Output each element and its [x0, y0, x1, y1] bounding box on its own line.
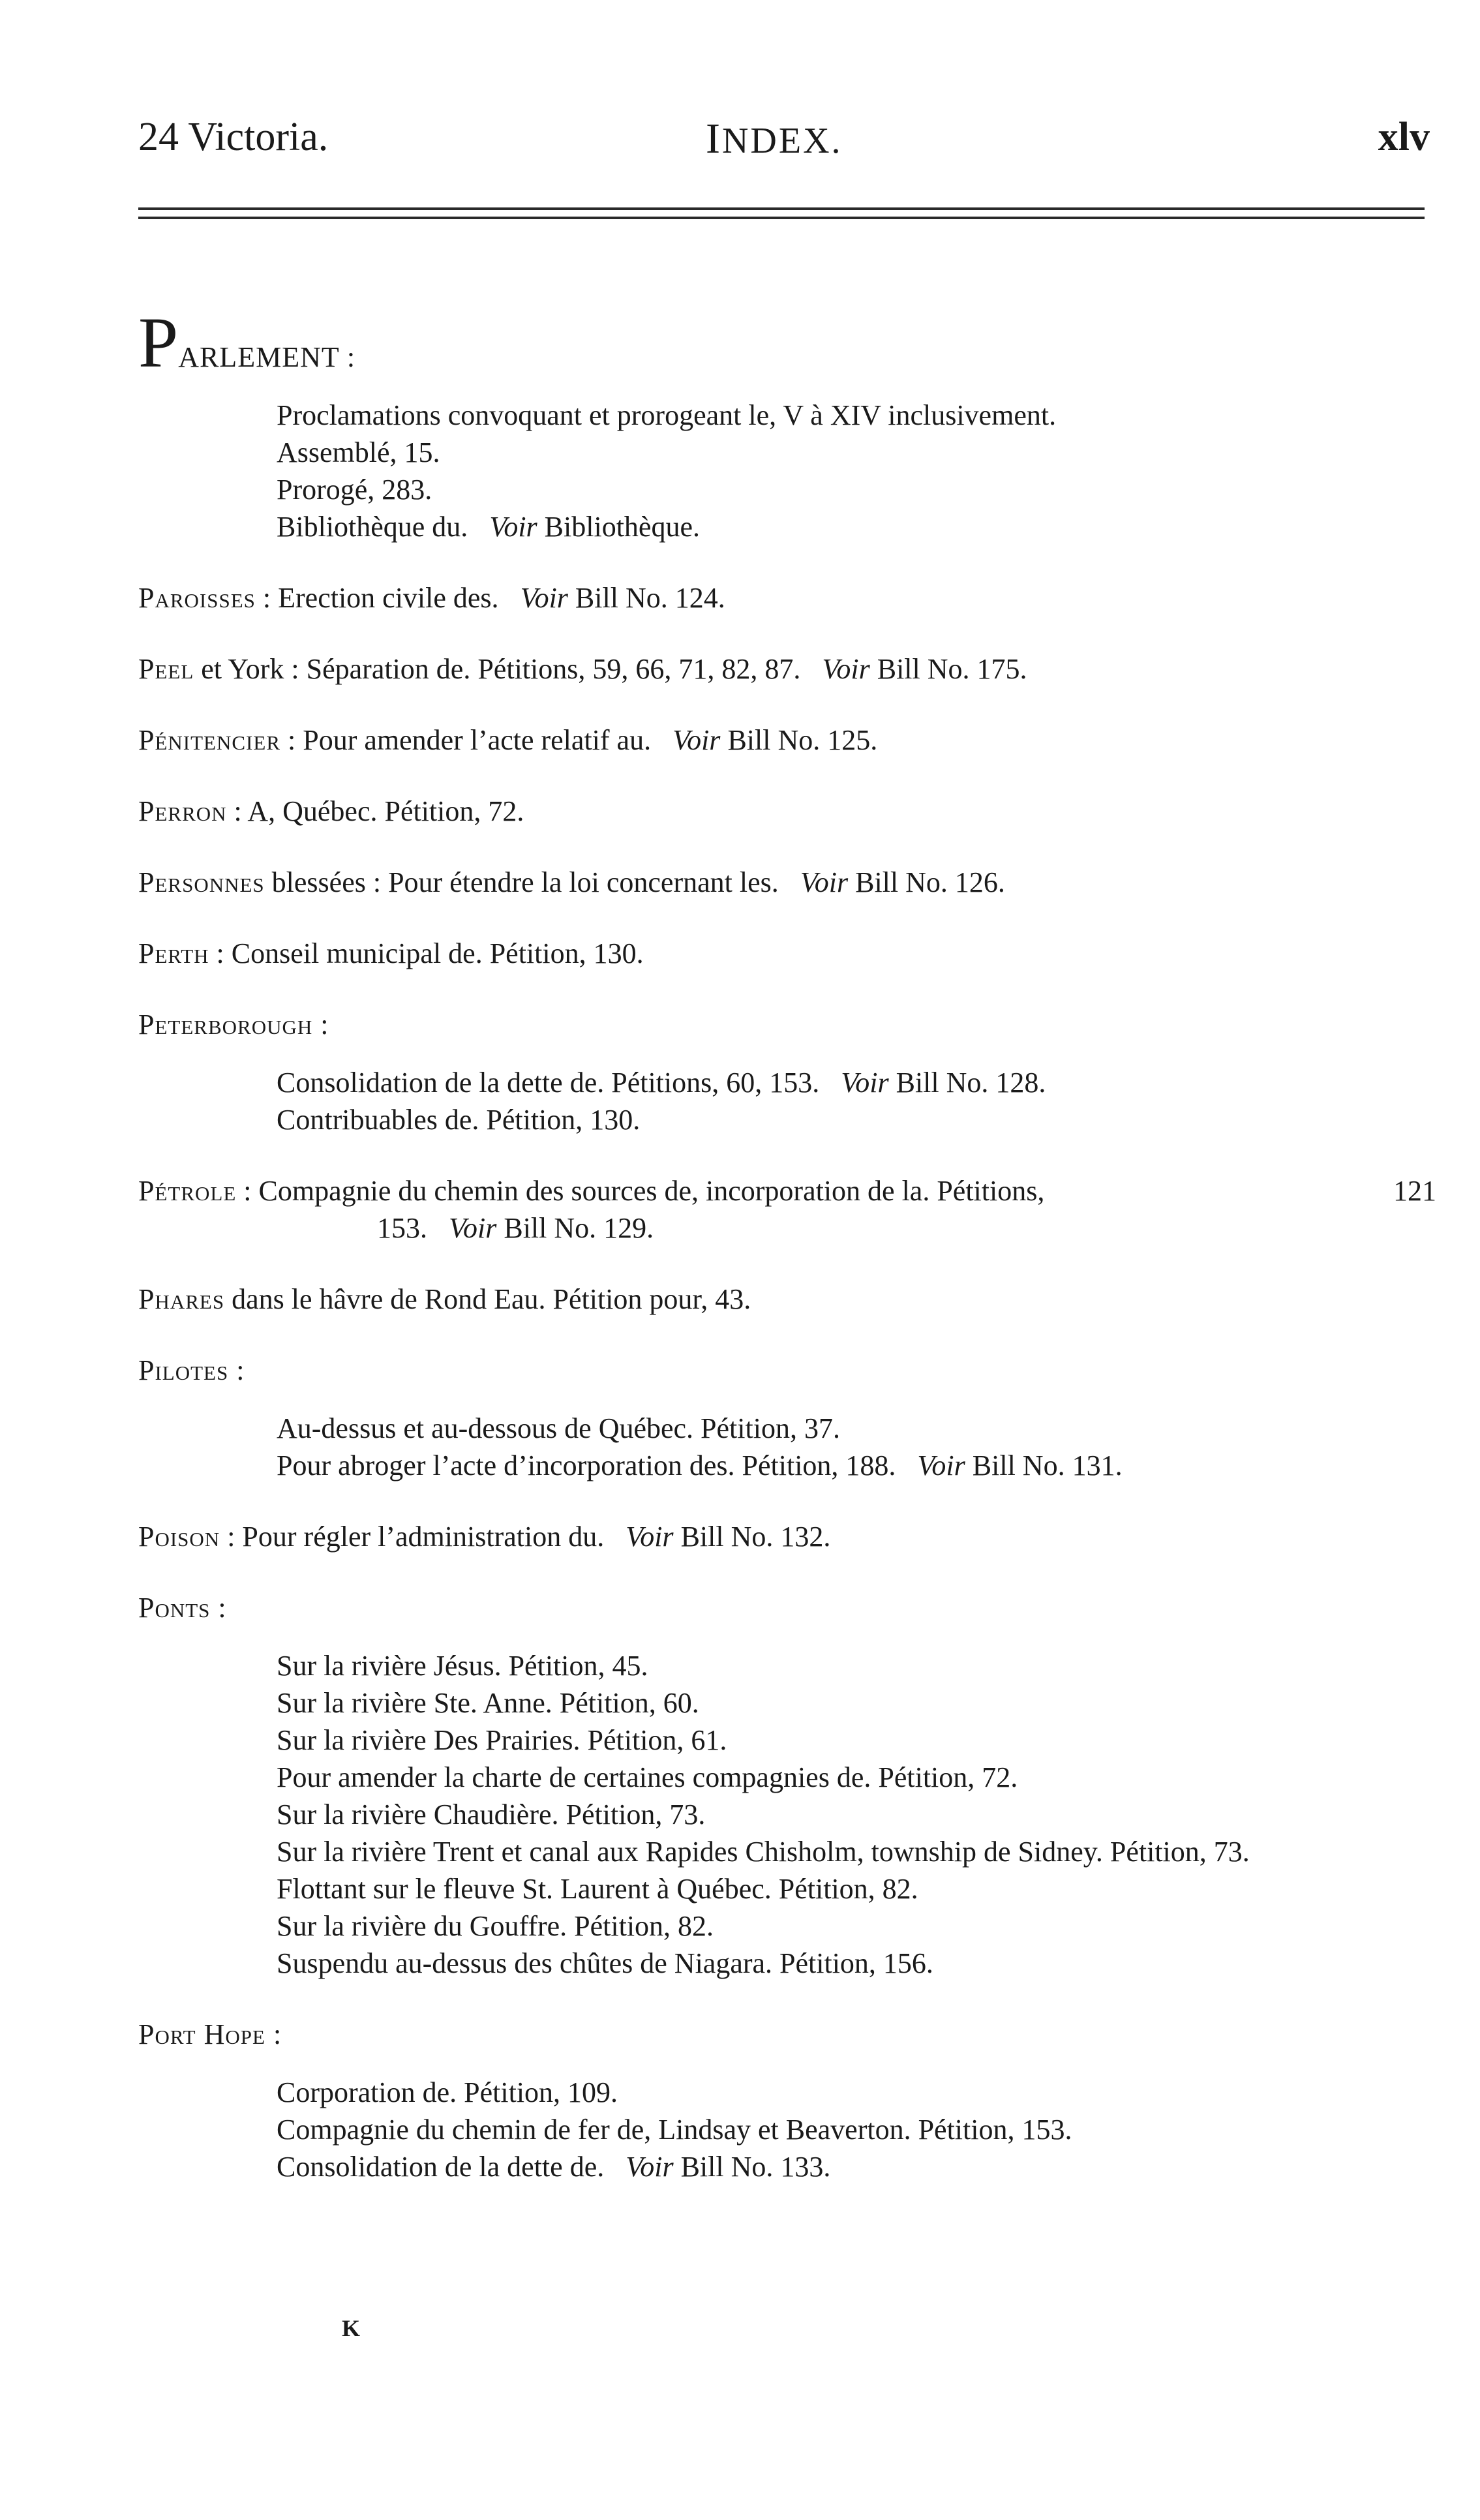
entry-line: Pétrole : Compagnie du chemin des sources de, incorporation de la. Pétitions, 121: [138, 1175, 1436, 1207]
subentry-line: Consolidation de la dette de. Voir Bill No. 133.: [277, 2151, 831, 2183]
page-header: [138, 114, 1430, 173]
index-content: [138, 303, 1436, 2185]
port-hope-subentries: [277, 2074, 1436, 2185]
subentry-line: Consolidation de la dette de. Pétitions, 60, 153. Voir Bill No. 128.: [277, 1067, 1046, 1099]
subentry-line: Assemblé, 15.: [277, 436, 440, 468]
header-rule-bottom: [138, 217, 1425, 219]
subentry-line: Contribuables de. Pétition, 130.: [277, 1104, 641, 1136]
entry-ponts: [138, 1589, 1436, 1982]
entry-heading: Pilotes :: [138, 1354, 245, 1386]
subentry-line: Sur la rivière Chaudière. Pétition, 73.: [277, 1799, 706, 1830]
entry-parlement-heading: PARLEMENT :: [138, 303, 356, 382]
subentry-line: Sur la rivière Trent et canal aux Rapides Chisholm, township de Sidney. Pétition, 73.: [277, 1836, 1250, 1868]
entry-peel: Peel et York : Séparation de. Pétitions, 59, 66, 71, 82, 87. Voir Bill No. 175.: [138, 653, 1027, 685]
ponts-subentries: [138, 1647, 1436, 1982]
entry-paroisses: Paroisses : Erection civile des. Voir Bill No. 124.: [138, 582, 725, 614]
entry-personnes: Personnes blessées : Pour étendre la loi concernant les. Voir Bill No. 126.: [138, 866, 1005, 898]
subentry-line: Compagnie du chemin de fer de, Lindsay et Beaverton. Pétition, 153.: [277, 2114, 1072, 2146]
entry-phares: Phares dans le hâvre de Rond Eau. Pétition pour, 43.: [138, 1283, 751, 1315]
entry-line-continued: 153. Voir Bill No. 129.: [377, 1212, 654, 1244]
pilotes-subentries: [277, 1410, 1436, 1484]
entry-port-hope: [138, 2016, 1436, 2185]
parlement-subentries: [277, 397, 1436, 545]
subentry-line: Corporation de. Pétition, 109.: [277, 2076, 618, 2108]
peterborough-subentries: [277, 1064, 1436, 1138]
subentry-line: Sur la rivière Jésus. Pétition, 45.: [277, 1650, 648, 1682]
subentry-line: Flottant sur le fleuve St. Laurent à Québec. Pétition, 82.: [277, 1873, 918, 1905]
page-number: xlv: [1378, 115, 1430, 159]
subentry-line: Au-dessus et au-dessous de Québec. Pétition, 37.: [277, 1412, 840, 1444]
subentry-line: Bibliothèque du. Voir Bibliothèque.: [277, 511, 700, 543]
entry-poison: Poison : Pour régler l’administration du. Voir Bill No. 132.: [138, 1521, 831, 1553]
entry-heading: Peterborough :: [138, 1009, 329, 1040]
entry-petrole: [138, 1172, 1436, 1247]
subentry-line: Sur la rivière Des Prairies. Pétition, 61.: [277, 1724, 727, 1756]
running-head-title: INDEX.: [706, 115, 843, 162]
subentry-line: Sur la rivière Ste. Anne. Pétition, 60.: [277, 1687, 699, 1719]
entry-heading: Ponts :: [138, 1592, 227, 1624]
entry-perron: Perron : A, Québec. Pétition, 72.: [138, 795, 524, 827]
entry-penitencier: Pénitencier : Pour amender l’acte relatif au. Voir Bill No. 125.: [138, 724, 878, 756]
entry-perth: Perth : Conseil municipal de. Pétition, 130.: [138, 937, 644, 969]
entry-heading: Port Hope :: [138, 2018, 282, 2050]
subentry-line: Prorogé, 283.: [277, 474, 432, 506]
entry-peterborough: [138, 1006, 1436, 1138]
subentry-line: Proclamations convoquant et prorogeant le, V à XIV inclusivement.: [277, 399, 1057, 431]
subentry-line: Pour amender la charte de certaines compagnies de. Pétition, 72.: [277, 1761, 1018, 1793]
signature-mark: K: [342, 2315, 361, 2341]
entry-pilotes: [138, 1352, 1436, 1484]
running-head-left: 24 Victoria.: [138, 115, 329, 159]
header-rule-top: [138, 207, 1425, 210]
subentry-line: Suspendu au-dessus des chûtes de Niagara. Pétition, 156.: [277, 1947, 933, 1979]
subentry-line: Pour abroger l’acte d’incorporation des. Pétition, 188. Voir Bill No. 131.: [277, 1450, 1123, 1481]
subentry-line: Sur la rivière du Gouffre. Pétition, 82.: [277, 1910, 714, 1942]
